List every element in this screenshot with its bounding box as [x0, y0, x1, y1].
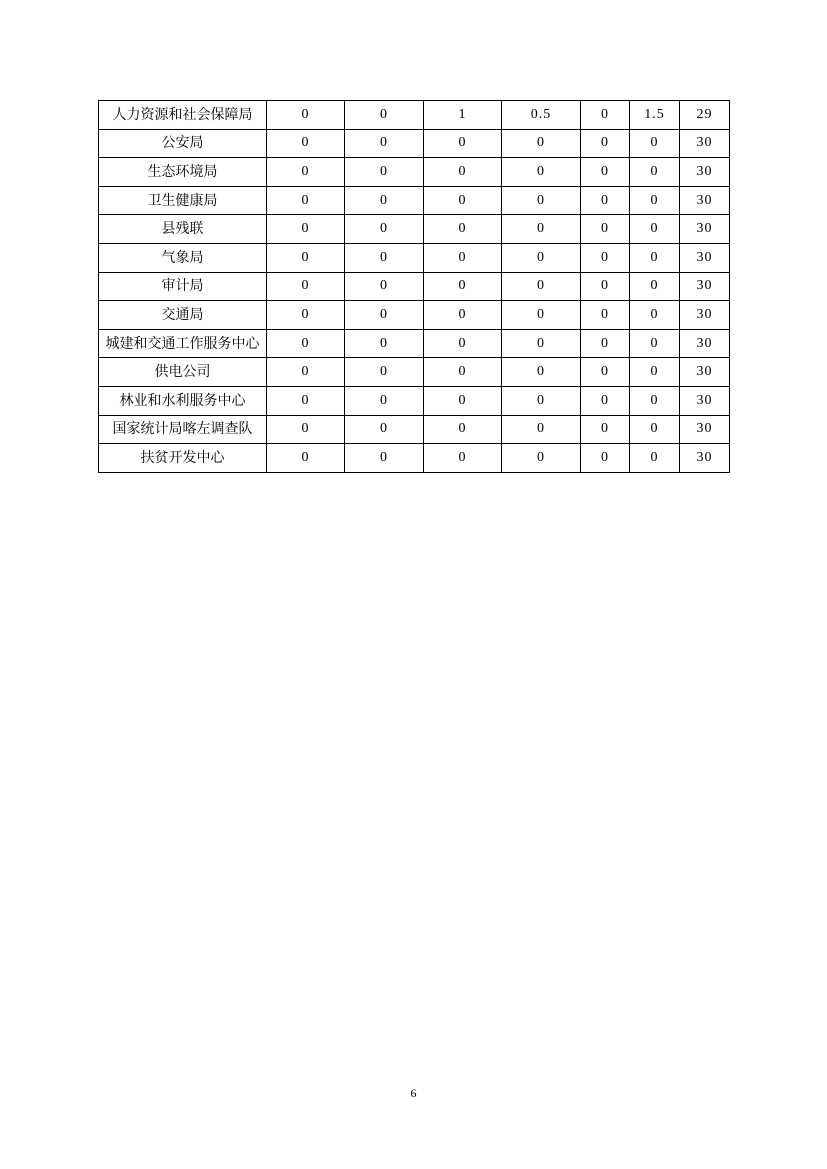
score-cell: 0: [345, 129, 424, 158]
table-body: [99, 101, 730, 473]
score-cell: 0: [630, 301, 680, 330]
table-row: [99, 272, 730, 301]
score-cell: 0: [502, 129, 581, 158]
score-cell: 0: [502, 301, 581, 330]
score-cell: 0: [502, 158, 581, 187]
total-score-cell: 30: [680, 386, 730, 415]
department-name-cell: 生态环境局: [99, 158, 267, 187]
score-cell: 0: [267, 158, 345, 187]
score-cell: 1.5: [630, 101, 680, 130]
score-cell: 0: [581, 272, 630, 301]
score-cell: 0: [267, 101, 345, 130]
table-row: [99, 415, 730, 444]
score-cell: 0: [630, 129, 680, 158]
score-cell: 0: [267, 215, 345, 244]
total-score-cell: 30: [680, 186, 730, 215]
score-cell: 0: [267, 329, 345, 358]
score-cell: 0: [345, 158, 424, 187]
department-name-cell: 审计局: [99, 272, 267, 301]
score-cell: 0: [267, 444, 345, 473]
total-score-cell: 30: [680, 301, 730, 330]
score-cell: 0: [345, 272, 424, 301]
score-cell: 0: [502, 358, 581, 387]
department-name-cell: 供电公司: [99, 358, 267, 387]
score-cell: 0: [267, 186, 345, 215]
score-cell: 0: [502, 444, 581, 473]
score-cell: 0: [345, 329, 424, 358]
score-cell: 0: [345, 101, 424, 130]
score-cell: 0: [424, 301, 502, 330]
score-cell: 0: [424, 386, 502, 415]
total-score-cell: 30: [680, 129, 730, 158]
department-name-cell: 交通局: [99, 301, 267, 330]
score-cell: 0: [630, 329, 680, 358]
score-cell: 0: [345, 415, 424, 444]
table-row: [99, 186, 730, 215]
table-row: [99, 444, 730, 473]
score-cell: 0: [424, 215, 502, 244]
score-cell: 0: [502, 415, 581, 444]
score-cell: 0.5: [502, 101, 581, 130]
table-row: [99, 215, 730, 244]
score-cell: 0: [424, 272, 502, 301]
total-score-cell: 30: [680, 329, 730, 358]
score-cell: 0: [502, 272, 581, 301]
department-name-cell: 气象局: [99, 243, 267, 272]
score-cell: 0: [581, 186, 630, 215]
score-cell: 0: [630, 272, 680, 301]
score-cell: 0: [630, 386, 680, 415]
score-cell: 0: [424, 129, 502, 158]
table-row: [99, 386, 730, 415]
score-cell: 0: [424, 243, 502, 272]
score-cell: 0: [345, 301, 424, 330]
score-cell: 0: [581, 358, 630, 387]
score-cell: 0: [267, 243, 345, 272]
department-name-cell: 扶贫开发中心: [99, 444, 267, 473]
table-row: [99, 243, 730, 272]
score-cell: 0: [630, 358, 680, 387]
table-row: [99, 158, 730, 187]
total-score-cell: 30: [680, 215, 730, 244]
score-cell: 0: [267, 415, 345, 444]
table-row: [99, 329, 730, 358]
score-cell: 0: [345, 358, 424, 387]
score-cell: 0: [502, 243, 581, 272]
department-name-cell: 人力资源和社会保障局: [99, 101, 267, 130]
score-cell: 0: [630, 444, 680, 473]
score-cell: 0: [424, 415, 502, 444]
score-table: [98, 100, 730, 473]
score-cell: 0: [424, 158, 502, 187]
score-cell: 0: [345, 186, 424, 215]
score-cell: 0: [267, 272, 345, 301]
department-name-cell: 城建和交通工作服务中心: [99, 329, 267, 358]
table-row: [99, 301, 730, 330]
total-score-cell: 30: [680, 243, 730, 272]
score-cell: 1: [424, 101, 502, 130]
table-row: [99, 358, 730, 387]
score-cell: 0: [267, 386, 345, 415]
total-score-cell: 29: [680, 101, 730, 130]
score-cell: 0: [630, 158, 680, 187]
total-score-cell: 30: [680, 358, 730, 387]
total-score-cell: 30: [680, 158, 730, 187]
score-cell: 0: [267, 301, 345, 330]
score-cell: 0: [581, 301, 630, 330]
score-cell: 0: [581, 101, 630, 130]
score-cell: 0: [345, 243, 424, 272]
table-row: [99, 101, 730, 130]
department-name-cell: 卫生健康局: [99, 186, 267, 215]
score-cell: 0: [630, 215, 680, 244]
score-cell: 0: [581, 129, 630, 158]
score-cell: 0: [267, 358, 345, 387]
score-cell: 0: [630, 186, 680, 215]
score-cell: 0: [345, 444, 424, 473]
score-cell: 0: [345, 386, 424, 415]
department-name-cell: 国家统计局喀左调查队: [99, 415, 267, 444]
score-cell: 0: [581, 444, 630, 473]
page-number: 6: [410, 1086, 417, 1100]
score-cell: 0: [581, 243, 630, 272]
score-cell: 0: [630, 415, 680, 444]
score-cell: 0: [581, 329, 630, 358]
score-cell: 0: [581, 415, 630, 444]
score-cell: 0: [424, 358, 502, 387]
score-cell: 0: [581, 386, 630, 415]
score-cell: 0: [424, 444, 502, 473]
score-cell: 0: [581, 158, 630, 187]
total-score-cell: 30: [680, 272, 730, 301]
score-cell: 0: [581, 215, 630, 244]
score-cell: 0: [630, 243, 680, 272]
score-cell: 0: [502, 215, 581, 244]
department-name-cell: 县残联: [99, 215, 267, 244]
department-name-cell: 林业和水利服务中心: [99, 386, 267, 415]
score-cell: 0: [267, 129, 345, 158]
total-score-cell: 30: [680, 444, 730, 473]
department-name-cell: 公安局: [99, 129, 267, 158]
score-cell: 0: [424, 329, 502, 358]
score-cell: 0: [502, 186, 581, 215]
total-score-cell: 30: [680, 415, 730, 444]
table-row: [99, 129, 730, 158]
score-cell: 0: [502, 329, 581, 358]
score-cell: 0: [345, 215, 424, 244]
score-cell: 0: [424, 186, 502, 215]
score-cell: 0: [502, 386, 581, 415]
